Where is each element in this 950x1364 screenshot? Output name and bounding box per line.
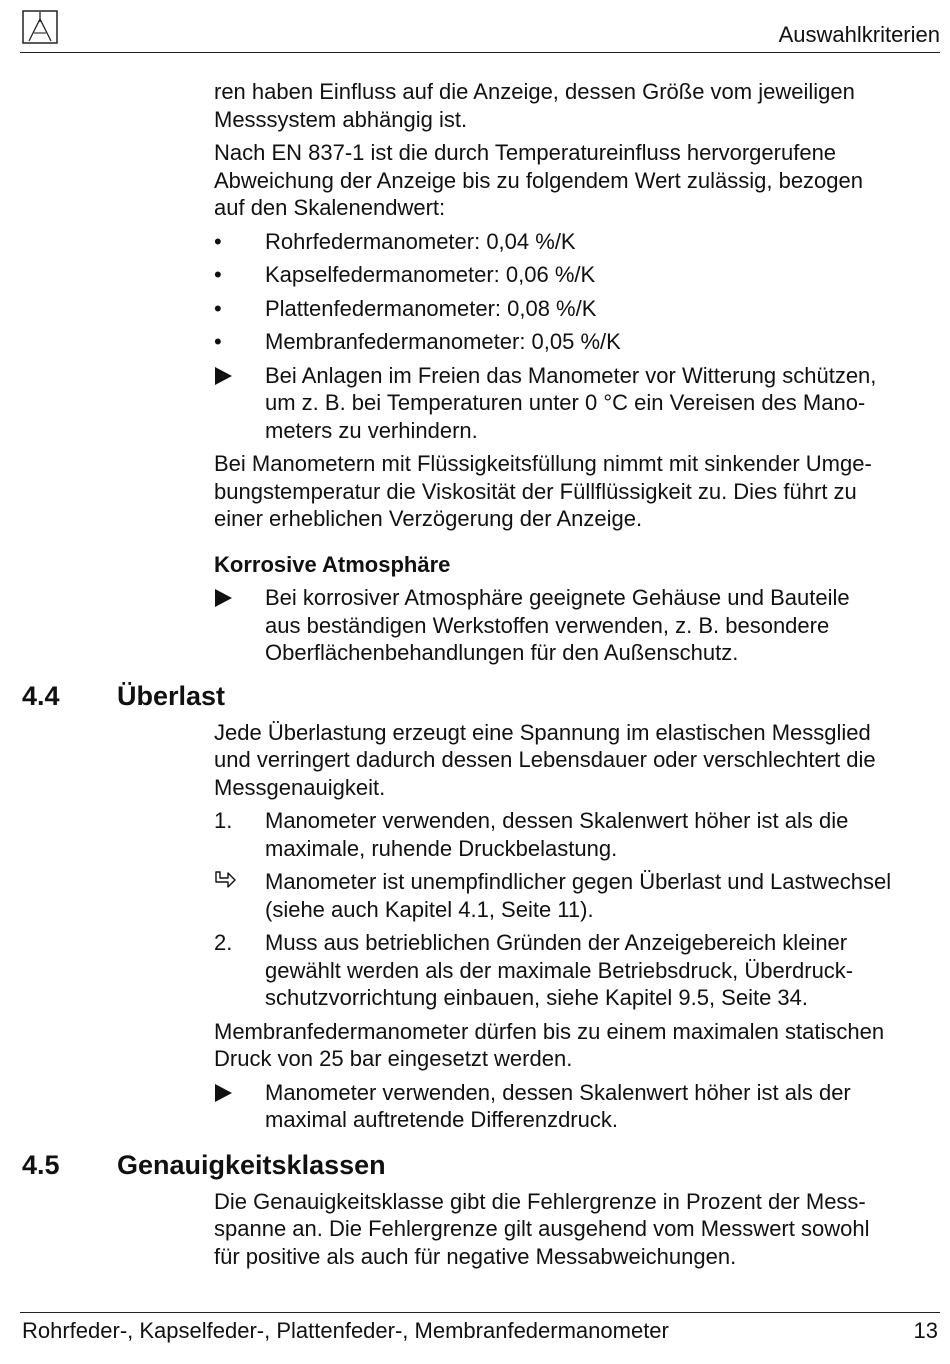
list-item <box>214 328 938 356</box>
section-number: 4.4 <box>22 680 60 711</box>
text-line: Nach EN 837-1 ist die durch Temperatureinfluss hervorgerufene <box>214 140 837 165</box>
list-item-text: Plattenfedermanometer: 0,08 %/K <box>265 295 597 321</box>
result-hand-icon <box>213 870 237 892</box>
list-item <box>214 295 938 323</box>
text-line: Messsystem abhängig ist. <box>214 106 468 132</box>
text-line: maximal auftretende Differenzdruck. <box>265 1107 618 1132</box>
header-divider <box>20 52 940 53</box>
section-heading-4-5 <box>0 1148 950 1188</box>
list-item-text: Kapselfedermanometer: 0,06 %/K <box>265 262 596 287</box>
action-item <box>265 362 938 445</box>
brand-logo-icon <box>22 10 58 44</box>
text-line: bungstemperatur die Viskosität der Füllflüssigkeit zu. Dies führt zu <box>214 478 857 504</box>
action-item <box>265 1079 938 1134</box>
step-number: 1. <box>214 808 233 833</box>
section-4-4-paragraph-1 <box>214 719 938 802</box>
text-line: schutzvorrichtung einbauen, siehe Kapitel 9.5, Seite 34. <box>265 985 809 1010</box>
page-number: 13 <box>913 1318 938 1343</box>
section-4-5-paragraph-1 <box>214 1188 938 1271</box>
text-line: einer erheblichen Verzögerung der Anzeige. <box>214 506 643 531</box>
text-line: Die Genauigkeitsklasse gibt die Fehlergrenze in Prozent der Mess- <box>214 1188 866 1214</box>
bullet-dot-icon: • <box>214 228 222 254</box>
text-line: Manometer ist unempfindlicher gegen Überlast und Lastwechsel <box>265 869 892 894</box>
bullet-dot-icon: • <box>214 295 222 321</box>
intro-paragraph-2 <box>214 139 938 222</box>
text-line: Bei korrosiver Atmosphäre geeignete Gehäuse und Bauteile <box>265 585 850 610</box>
text-line: Membranfedermanometer dürfen bis zu einem maximalen statischen <box>214 1018 885 1044</box>
header-chapter-title: Auswahlkriterien <box>778 22 940 47</box>
numbered-step <box>214 807 938 862</box>
section-title: Überlast <box>117 680 226 711</box>
list-item <box>214 228 938 256</box>
action-triangle-icon <box>215 1084 232 1102</box>
text-line: spanne an. Die Fehlergrenze gilt ausgehend vom Messwert sowohl <box>214 1216 870 1241</box>
subheading-korrosiv: Korrosive Atmosphäre <box>214 551 451 577</box>
text-line: für positive als auch für negative Messabweichungen. <box>214 1243 737 1269</box>
result-item <box>265 868 938 923</box>
text-line: aus beständigen Werkstoffen verwenden, z. B. besondere <box>265 612 830 638</box>
action-triangle-icon <box>215 589 232 607</box>
text-line: meters zu verhindern. <box>265 417 478 443</box>
action-item <box>265 584 938 667</box>
list-item-text: Rohrfedermanometer: 0,04 %/K <box>265 228 576 254</box>
text-line: Jede Überlastung erzeugt eine Spannung im elastischen Messglied <box>214 719 871 745</box>
text-line: (siehe auch Kapitel 4.1, Seite 11). <box>265 896 594 922</box>
numbered-step <box>214 929 938 1012</box>
footer-document-title: Rohrfeder-, Kapselfeder-, Plattenfeder-, Membranfedermanometer <box>22 1318 669 1343</box>
text-line: ren haben Einfluss auf die Anzeige, dessen Größe vom jeweiligen <box>214 79 855 104</box>
text-line: Bei Manometern mit Flüssigkeitsfüllung nimmt mit sinkender Umge- <box>214 451 872 476</box>
text-line: Abweichung der Anzeige bis zu folgendem Wert zulässig, bezogen <box>214 167 863 193</box>
list-item-text: Membranfedermanometer: 0,05 %/K <box>265 329 621 354</box>
text-line: Bei Anlagen im Freien das Manometer vor Witterung schützen, <box>265 362 877 388</box>
text-line: auf den Skalenendwert: <box>214 195 446 220</box>
section-number: 4.5 <box>22 1149 60 1180</box>
section-heading-4-4 <box>0 679 950 719</box>
text-line: maximale, ruhende Druckbelastung. <box>265 835 618 861</box>
bullet-dot-icon: • <box>214 262 222 287</box>
intro-paragraph-1 <box>214 78 938 133</box>
step-number: 2. <box>214 930 233 955</box>
text-line: um z. B. bei Temperaturen unter 0 °C ein Vereisen des Mano- <box>265 390 866 415</box>
bullet-dot-icon: • <box>214 329 222 354</box>
text-line: Messgenauigkeit. <box>214 774 386 800</box>
text-line: und verringert dadurch dessen Lebensdauer oder verschlechtert die <box>214 747 876 772</box>
action-triangle-icon <box>215 367 232 385</box>
section-4-4-paragraph-2 <box>214 1018 938 1073</box>
text-line: Druck von 25 bar eingesetzt werden. <box>214 1046 573 1071</box>
text-line: gewählt werden als der maximale Betriebsdruck, Überdruck- <box>265 957 854 983</box>
intro-paragraph-3 <box>214 450 938 533</box>
text-line: Manometer verwenden, dessen Skalenwert höher ist als der <box>265 1079 851 1105</box>
page-content <box>0 78 950 1270</box>
text-line: Muss aus betrieblichen Gründen der Anzeigebereich kleiner <box>265 930 848 955</box>
list-item <box>214 261 938 289</box>
text-line: Oberflächenbehandlungen für den Außenschutz. <box>265 640 739 665</box>
section-title: Genauigkeitsklassen <box>117 1149 386 1180</box>
footer-divider <box>20 1312 940 1313</box>
text-line: Manometer verwenden, dessen Skalenwert höher ist als die <box>265 808 849 833</box>
